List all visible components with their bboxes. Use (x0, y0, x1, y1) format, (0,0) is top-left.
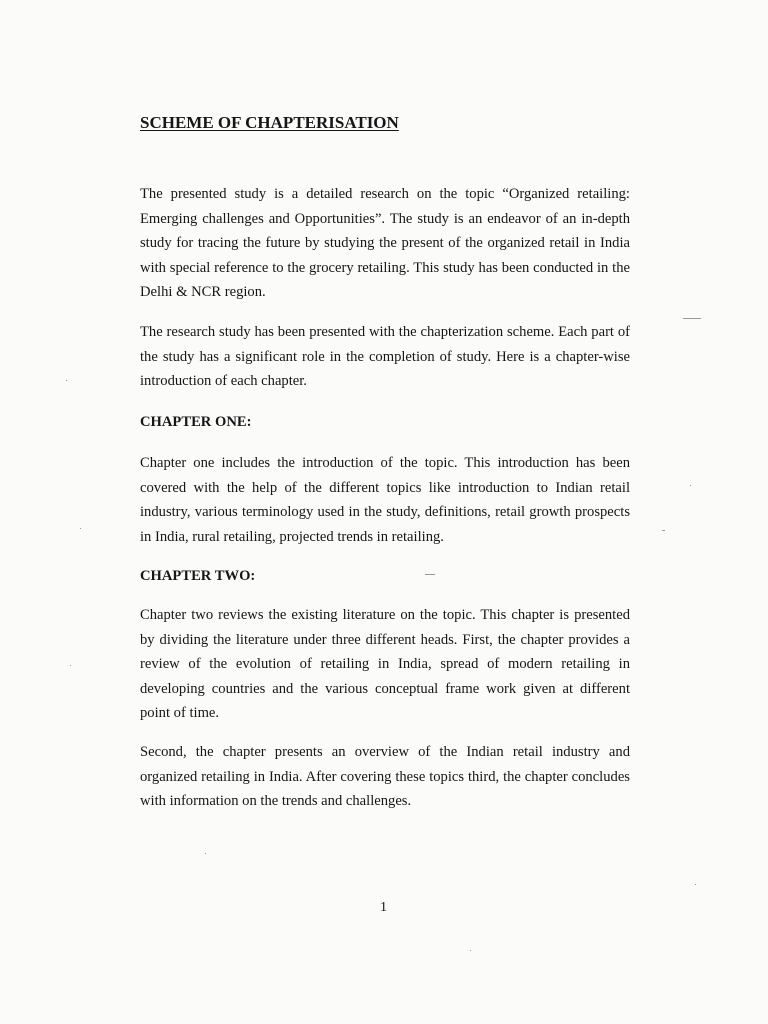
scan-speck (470, 950, 471, 951)
intro-paragraph: The presented study is a detailed research on the topic “Organized retailing: Emerging challenges and Opportunities”. The study is an endeavor of an in-depth study for tracing the future by studying the present of the organized retail in India with special reference to the grocery retailing. This study has been conducted in the Delhi & NCR region. (140, 186, 630, 300)
chapter-two-heading: CHAPTER TWO: (140, 568, 256, 584)
scheme-paragraph: The research study has been presented with the chapterization scheme. Each part of the study has a significant role in the completion of study. Here is a chapter-wise introduction of each chapter. (140, 324, 630, 389)
chapter-one-heading: CHAPTER ONE: (140, 414, 252, 430)
scan-speck (683, 318, 701, 319)
page-number: 1 (380, 900, 387, 915)
scan-speck (690, 485, 691, 486)
chapter-one-paragraph: Chapter one includes the introduction of the topic. This introduction has been covered with the help of the different topics like introduction to Indian retail industry, various terminology used in the study, definitions, retail growth prospects in India, rural retailing, projected trends in retailing. (140, 455, 630, 545)
scan-speck (70, 665, 71, 666)
scan-speck (425, 574, 435, 575)
scan-speck (205, 853, 206, 854)
scan-speck (662, 530, 665, 531)
chapter-two-paragraph-2: Second, the chapter presents an overview of the Indian retail industry and organized retailing in India. After covering these topics third, the chapter concludes with information on the trends and challenges. (140, 744, 630, 809)
chapter-two-paragraph-1: Chapter two reviews the existing literature on the topic. This chapter is presented by dividing the literature under three different heads. First, the chapter provides a review of the evolution of retailing in India, spread of modern retailing in developing countries and the various conceptual frame work given at different point of time. (140, 607, 630, 721)
scan-speck (80, 528, 81, 529)
scan-speck (66, 380, 67, 381)
page-title: SCHEME OF CHAPTERISATION (140, 113, 399, 132)
scan-speck (695, 884, 696, 885)
